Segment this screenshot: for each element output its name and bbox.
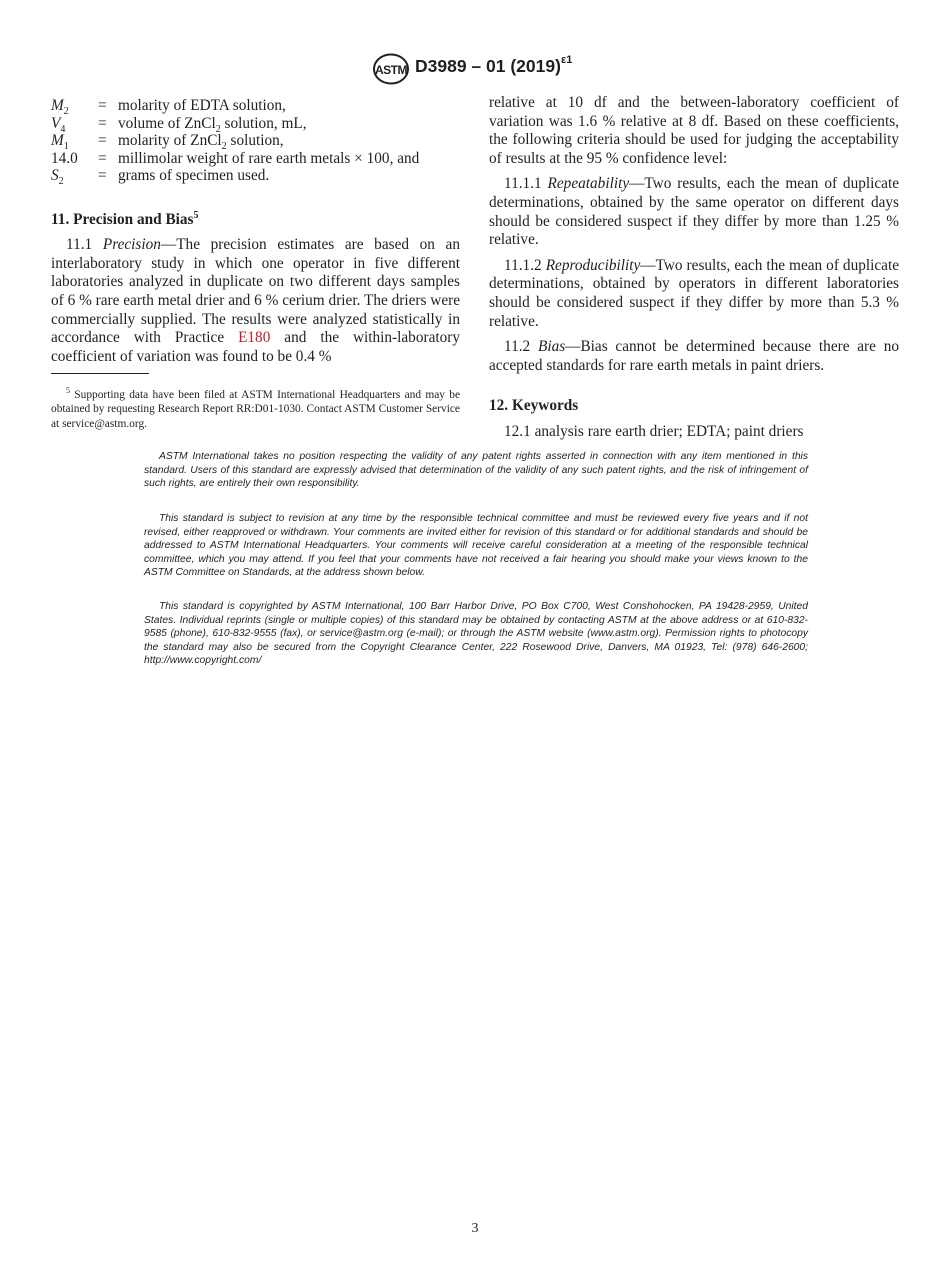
footnote-text: Supporting data have been filed at ASTM International Headquarters and may be obtained by requesting Research Report RR:D01-1030. Contact ASTM Customer Service at service@astm.org. [51,388,460,430]
epsilon-symbol: ε [560,54,567,67]
copyright-notice: This standard is copyrighted by ASTM International, 100 Barr Harbor Drive, PO Box C700, West Conshohocken, PA 19428-2959, United States. Individual reprints (single or multiple copies) of this standard may be obtained by contacting ASTM at the above address or at 610-832-9585 (phone), 610-832-9555 (fax), or service@astm.org (e-mail); or through the ASTM website (www.astm.org). Permission rights to photocopy the standard may also be secured from the Copyright Clearance Center, 222 Rosewood Drive, Danvers, MA 01923, Tel: (978) 646-2600; http://www.copyright.com/ [144,601,808,667]
variable-description: molarity of ZnCl$_2$ solution, [118,132,284,153]
footnote-number: 5 [66,386,70,395]
paragraph-11-1-2: 11.1.2 Reproducibility—Two results, each the mean of duplicate determinations, obtained by operators in different laboratories should be considered suspect if they differ by more than 5.3 % relative. [489,256,899,330]
designation-text: D3989 – 01 (2019) [415,56,561,76]
variable-symbol: $S_2$ [51,167,64,188]
footnote-ref[interactable]: 5 [193,209,199,221]
variable-row [51,115,460,133]
variable-symbol: $M_2$ [51,97,69,118]
page-number: 3 [471,1221,479,1236]
footnote-5 [51,384,460,431]
e180-link[interactable]: E180 [238,329,271,347]
page-header [0,52,950,86]
section-11-heading: 11. Precision and Bias$^5$ [51,209,199,228]
paragraph-11-1-continued: relative at 10 df and the between-laboratory coefficient of variation was 1.6 % relative at 8 df. Based on these coefficients, the following criteria should be used for judging the acceptability of results at the 95 % confidence level: [489,94,899,167]
document-designation [415,56,572,77]
variable-row [51,97,460,118]
equals-sign: = [98,97,107,114]
right-column [489,94,899,449]
paragraph-11-1: 11.1 Precision—The precision estimates are based on an interlaboratory study in which one operator in five different laboratories analyzed in duplicate on two different days samples of 6 % rare earth metal drier and 6 % cerium drier. The driers were commercially supplied. The results were analyzed statistically in accordance with Practice E180 and the within-laboratory coefficient of variation was found to be 0.4 % [51,236,460,365]
variable-symbol: $M_1$ [51,132,69,153]
left-column [51,97,460,373]
variable-row [51,167,460,188]
astm-logo-text: ASTM [375,63,407,77]
variable-row [51,132,460,153]
patent-notice: ASTM International takes no position respecting the validity of any patent rights asserted in connection with any item mentioned in this standard. Users of this standard are expressly advised that determination of the validity of any such patent rights, and the risk of infringement of such rights, are entirely their own responsibility. [144,451,808,490]
variable-symbol: $V_4$ [51,114,66,135]
equals-sign: = [98,167,107,184]
variable-description: millimolar weight of rare earth metals × 100, and [118,149,420,167]
section-12-heading: 12. Keywords [489,397,579,415]
variable-row [51,150,460,168]
equals-sign: = [98,149,107,167]
variable-description: volume of ZnCl$_2$ solution, mL, [118,114,307,135]
paragraph-12-1: 12.1 analysis rare earth drier; EDTA; paint driers [504,422,804,440]
astm-logo-icon [372,53,410,85]
equals-sign: = [98,132,107,149]
variable-definitions [51,97,460,188]
revision-notice: This standard is subject to revision at any time by the responsible technical committee and must be reviewed every five years and if not revised, either reapproved or withdrawn. Your comments are invited either for revision of this standard or for additional standards and should be addressed to ASTM International Headquarters. Your comments will receive careful consideration at a meeting of the responsible technical committee, which you may attend. If you feel that your comments have not received a fair hearing you should make your views known to the ASTM Committee on Standards, at the address shown below. [144,513,808,579]
paragraph-11-2: 11.2 Bias—Bias cannot be determined because there are no accepted standards for rare earth metals in paint driers. [489,338,899,374]
variable-description: molarity of EDTA solution, [118,97,286,114]
variable-description: grams of specimen used. [118,167,270,184]
paragraph-11-1-1: 11.1.1 Repeatability—Two results, each the mean of duplicate determinations, obtained by the same operator on different days should be considered suspect if they differ by more than 1.25 % relative. [489,175,899,249]
epsilon-mark [561,54,572,66]
epsilon-number: 1 [566,54,573,67]
variable-symbol: 14.0 [51,149,78,167]
equals-sign: = [98,114,107,132]
footnote-divider [51,373,149,374]
